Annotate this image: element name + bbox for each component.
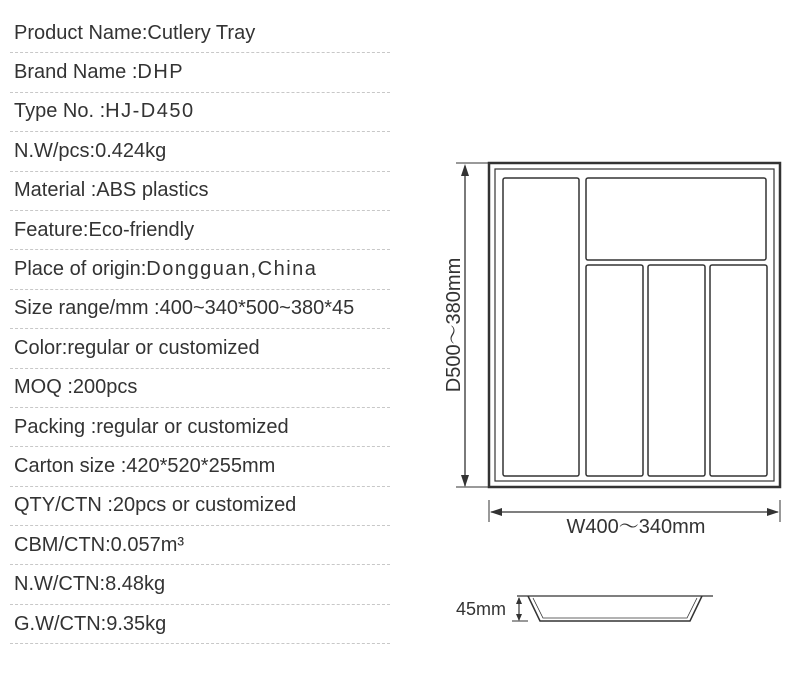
tray-side-profile: [528, 596, 702, 621]
spec-row: [10, 408, 390, 447]
spec-value: HJ-D450: [105, 100, 195, 123]
spec-row: [10, 211, 390, 250]
tray-side-profile-inner: [533, 598, 697, 618]
arrow-up-icon: [461, 164, 469, 176]
spec-value: Cutlery Tray: [147, 21, 256, 44]
spec-label: G.W/CTN:: [14, 612, 107, 635]
spec-label: Color:: [14, 336, 68, 359]
spec-value: 9.35kg: [106, 612, 167, 635]
spec-value: ABS plastics: [96, 179, 209, 202]
tray-compartment: [648, 265, 705, 476]
spec-label: Type No. :: [14, 100, 106, 123]
arrow-down-icon: [461, 475, 469, 487]
spec-value: 400~340*500~380*45: [159, 297, 355, 320]
spec-row: [10, 329, 390, 368]
tray-inner-edge: [495, 169, 774, 481]
arrow-right-icon: [767, 508, 779, 516]
spec-row: [10, 53, 390, 92]
spec-label: N.W/CTN:: [14, 573, 106, 596]
spec-row: [10, 132, 390, 171]
spec-value: 200pcs: [72, 376, 138, 399]
tray-compartment: [710, 265, 767, 476]
tray-compartment: [586, 178, 766, 260]
spec-value: Eco-friendly: [88, 218, 195, 241]
spec-value: 0.424kg: [95, 139, 167, 162]
depth-label: D500～380mm: [443, 257, 465, 393]
spec-row: [10, 526, 390, 565]
arrow-down-icon: [516, 614, 522, 621]
spec-value: 0.057m³: [110, 533, 185, 556]
spec-row: [10, 14, 390, 53]
spec-label: Brand Name :: [14, 61, 138, 84]
arrow-up-icon: [516, 597, 522, 604]
spec-label: Packing :: [14, 415, 97, 438]
spec-row: [10, 369, 390, 408]
spec-value: regular or customized: [67, 336, 260, 359]
spec-value: 8.48kg: [105, 573, 166, 596]
spec-row: [10, 605, 390, 644]
spec-label: Size range/mm :: [14, 297, 160, 320]
spec-value: 20pcs or customized: [112, 494, 297, 517]
spec-list: [10, 14, 390, 644]
spec-row: [10, 290, 390, 329]
spec-row: [10, 93, 390, 132]
spec-value: regular or customized: [96, 415, 289, 438]
tray-compartment: [586, 265, 643, 476]
tray-compartment: [503, 178, 579, 476]
spec-label: Product Name:: [14, 21, 148, 44]
spec-row: [10, 487, 390, 526]
spec-label: Feature:: [14, 218, 89, 241]
spec-label: Carton size :: [14, 454, 127, 477]
height-label: 45mm: [455, 599, 507, 619]
spec-row: [10, 565, 390, 604]
tray-outer-edge: [489, 163, 780, 487]
spec-label: Material :: [14, 179, 97, 202]
spec-label: QTY/CTN :: [14, 494, 113, 517]
spec-label: Place of origin:: [14, 258, 147, 281]
spec-label: N.W/pcs:: [14, 139, 96, 162]
spec-value: Dongguan,China: [146, 258, 318, 281]
spec-row: [10, 172, 390, 211]
spec-value: DHP: [137, 61, 185, 84]
spec-label: CBM/CTN:: [14, 533, 111, 556]
spec-row: [10, 447, 390, 486]
arrow-left-icon: [490, 508, 502, 516]
spec-label: MOQ :: [14, 376, 73, 399]
spec-value: 420*520*255mm: [126, 454, 276, 477]
spec-row: [10, 250, 390, 289]
width-label: W400～340mm: [566, 516, 706, 538]
